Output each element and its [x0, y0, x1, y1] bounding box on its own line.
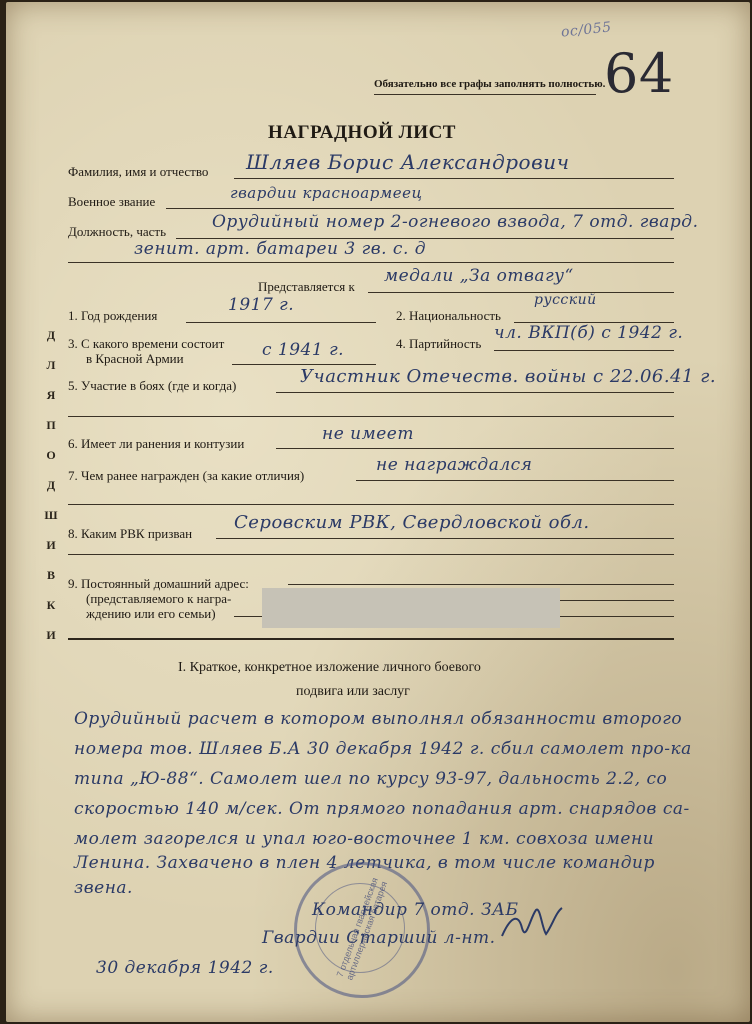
- feat-line: молет загорелся и упал юго-восточнее 1 км. совхоза имени: [74, 829, 655, 849]
- award-sheet: [6, 2, 750, 1022]
- commander-title: Командир 7 отд. ЗАБ: [312, 900, 519, 920]
- wounds-label: 6. Имеет ли ранения и контузии: [68, 436, 245, 451]
- document-date: 30 декабря 1942 г.: [96, 958, 274, 978]
- feat-line: типа „Ю-88“. Самолет шел по курсу 93-97, дальность 2.2, со: [74, 769, 668, 789]
- redacted-address: [262, 588, 560, 628]
- party-value: чл. ВКП(б) с 1942 г.: [494, 323, 684, 343]
- fill-notice: Обязательно все графы заполнять полностью.: [374, 78, 606, 90]
- commander-rank: Гвардии Старший л-нт.: [262, 928, 496, 948]
- position-label: Должность, часть: [68, 224, 167, 239]
- feat-line: звена.: [74, 878, 133, 898]
- presented-value: медали „За отвагу“: [384, 266, 574, 286]
- party-label: 4. Партийность: [396, 336, 482, 351]
- birth-year-value: 1917 г.: [228, 295, 295, 315]
- wounds-value: не имеет: [322, 424, 414, 444]
- service-since-label: 3. С какого времени состоит: [68, 336, 225, 351]
- address-label-3: ждению или его семьи): [86, 606, 216, 621]
- nationality-label: 2. Национальность: [396, 308, 501, 323]
- feat-line: Ленина. Захвачено в плен 4 летчика, в том числе командир: [74, 853, 655, 873]
- folio-number: 64: [604, 42, 674, 105]
- address-label: 9. Постоянный домашний адрес:: [68, 576, 249, 591]
- birth-year-label: 1. Год рождения: [68, 308, 158, 323]
- service-since-label-2: в Красной Армии: [86, 351, 184, 366]
- rank-value: гвардии красноармеец: [230, 184, 423, 202]
- feat-line: номера тов. Шляев Б.А 30 декабря 1942 г. сбил самолет про-ка: [74, 739, 692, 759]
- service-since-value: с 1941 г.: [262, 340, 345, 360]
- battles-label: 5. Участие в боях (где и когда): [68, 378, 237, 393]
- rvk-value: Серовским РВК, Свердловской обл.: [234, 512, 590, 533]
- section-heading: I. Краткое, конкретное изложение личного боевого: [178, 660, 481, 675]
- feat-line: Орудийный расчет в котором выполнял обязанности второго: [74, 709, 683, 729]
- section-heading-2: подвига или заслуг: [296, 684, 410, 699]
- presented-label: Представляется к: [258, 279, 355, 294]
- awards-label: 7. Чем ранее награжден (за какие отличия): [68, 468, 305, 483]
- rank-label: Военное звание: [68, 194, 156, 209]
- address-label-2: (представляемого к награ-: [86, 591, 232, 606]
- signature: [496, 898, 576, 948]
- nationality-value: русский: [534, 292, 597, 308]
- awards-value: не награждался: [376, 455, 533, 475]
- archive-number: ос/055: [560, 19, 613, 41]
- binding-label: Д Л Я П О Д Ш И В К И: [44, 328, 58, 642]
- position-value: Орудийный номер 2-огневого взвода, 7 отд. гвард.: [212, 212, 699, 232]
- battles-value: Участник Отечеств. войны с 22.06.41 г.: [300, 366, 717, 387]
- name-label: Фамилия, имя и отчество: [68, 164, 209, 179]
- feat-line: скоростью 140 м/сек. От прямого попадания арт. снарядов са-: [74, 799, 690, 819]
- stamp-text: 7 отдельная гвардейская артиллерийская батарея: [334, 876, 390, 982]
- position-value-2: зенит. арт. батареи 3 гв. с. д: [134, 239, 427, 259]
- rvk-label: 8. Каким РВК призван: [68, 526, 193, 541]
- page-title: НАГРАДНОЙ ЛИСТ: [268, 122, 456, 143]
- name-value: Шляев Борис Александрович: [246, 150, 570, 174]
